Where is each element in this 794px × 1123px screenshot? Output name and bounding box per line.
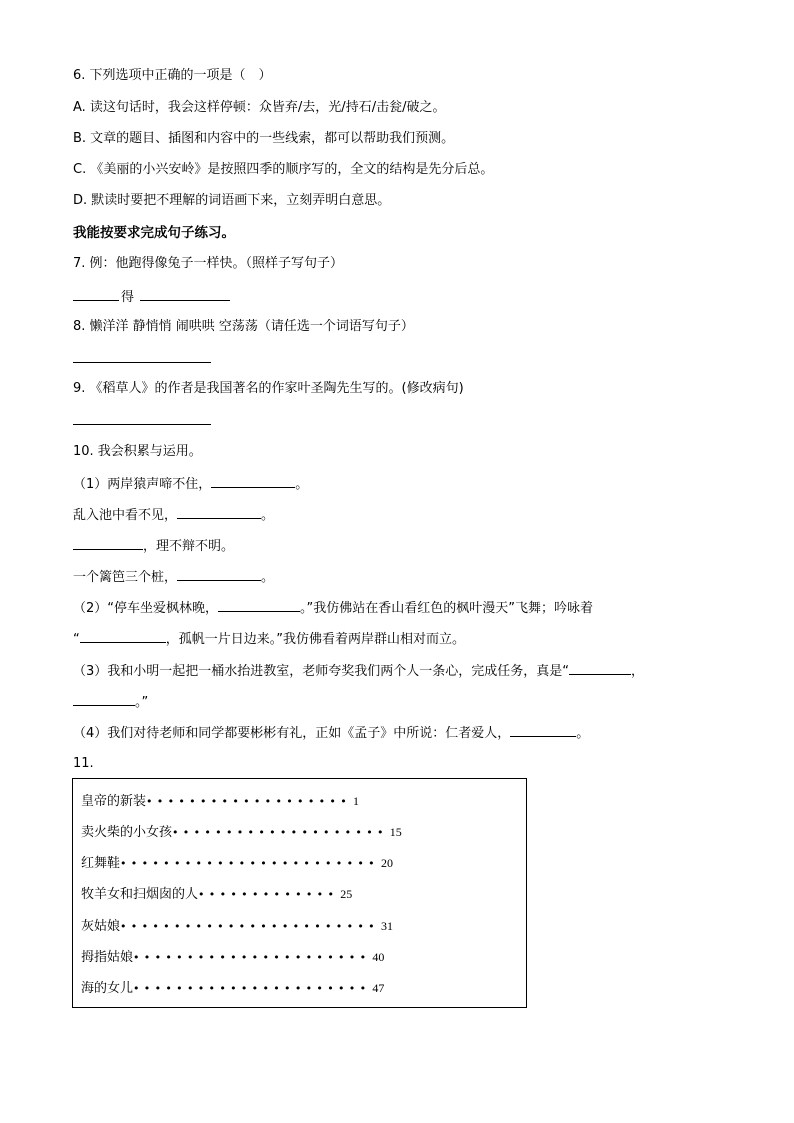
answer-blank[interactable] xyxy=(73,536,143,550)
text: 。 xyxy=(295,477,309,492)
text: （3）我和小明一起把一桶水抬进教室，老师夸奖我们两个人一条心，完成任务，真是“ xyxy=(73,664,570,679)
answer-blank[interactable] xyxy=(510,723,576,737)
toc-page-number: 25 xyxy=(340,887,353,901)
answer-blank[interactable] xyxy=(569,661,631,675)
answer-blank[interactable] xyxy=(177,505,261,519)
text: ，孤帆一片日边来。”我仿佛看着两岸群山相对而立。 xyxy=(165,632,465,647)
q10-stem: 10. 我会积累与运用。 xyxy=(73,444,202,459)
toc-page-number: 1 xyxy=(353,794,359,808)
q10-p2-line-b xyxy=(73,629,465,649)
q8-answer-line xyxy=(73,349,211,369)
toc-entry xyxy=(81,885,352,904)
q10-p1-line-c xyxy=(73,536,234,556)
answer-blank[interactable] xyxy=(140,287,230,301)
section-heading: 我能按要求完成句子练习。 xyxy=(73,225,235,241)
q7-mid-text: 得 xyxy=(121,290,135,305)
answer-blank[interactable] xyxy=(73,349,211,363)
toc-entry xyxy=(81,823,402,842)
toc-entry xyxy=(81,917,393,936)
answer-blank[interactable] xyxy=(211,474,295,488)
q7-stem: 7. 例：他跑得像兔子一样快。（照样子写句子） xyxy=(73,256,344,271)
q10-p1-line-d xyxy=(73,567,274,587)
table-of-contents xyxy=(72,778,527,1008)
text: ，理不辩不明。 xyxy=(143,539,235,554)
text: ， xyxy=(631,664,645,679)
toc-title: 卖火柴的小女孩 xyxy=(81,825,173,840)
q10-p1-line-a xyxy=(73,474,308,494)
q11-number: 11. xyxy=(73,756,94,771)
toc-leader-dots: ••••••••••••• xyxy=(198,888,339,901)
text: （4）我们对待老师和同学都要彬彬有礼，正如《孟子》中所说：仁者爱人， xyxy=(73,726,511,741)
text: （2）“停车坐爱枫林晚， xyxy=(73,601,219,616)
q6-option-c: C. 《美丽的小兴安岭》是按照四季的顺序写的，全文的结构是先分后总。 xyxy=(73,162,494,177)
q7-answer-line xyxy=(73,287,230,307)
toc-page-number: 47 xyxy=(372,981,385,995)
q6-option-d: D. 默读时要把不理解的词语画下来，立刻弄明白意思。 xyxy=(73,193,391,208)
toc-entry xyxy=(81,792,359,811)
toc-entry xyxy=(81,854,393,873)
toc-page-number: 20 xyxy=(380,856,393,870)
text: 。 xyxy=(261,570,275,585)
q6-option-b: B. 文章的题目、插图和内容中的一些线索，都可以帮助我们预测。 xyxy=(73,131,455,146)
toc-leader-dots: •••••••••••••••••••••• xyxy=(133,982,371,995)
text: 。” xyxy=(135,695,149,710)
answer-blank[interactable] xyxy=(80,629,166,643)
toc-title: 拇指姑娘 xyxy=(81,950,134,965)
toc-page-number: 31 xyxy=(380,919,393,933)
toc-leader-dots: •••••••••••••••••••••• xyxy=(133,951,371,964)
toc-title: 牧羊女和扫烟囱的人 xyxy=(81,887,199,902)
toc-leader-dots: ••••••••••••••••••• xyxy=(146,795,351,808)
answer-blank[interactable] xyxy=(73,287,119,301)
text: 一个篱笆三个桩， xyxy=(73,570,178,585)
toc-entry xyxy=(81,979,384,998)
q8-stem: 8. 懒洋洋 静悄悄 闹哄哄 空荡荡（请任选一个词语写句子） xyxy=(73,319,414,334)
q10-p1-line-b xyxy=(73,505,274,525)
q6-stem: 6. 下列选项中正确的一项是（ ） xyxy=(73,68,272,83)
answer-blank[interactable] xyxy=(218,598,300,612)
answer-blank[interactable] xyxy=(73,411,211,425)
text: （1）两岸猿声啼不住， xyxy=(73,477,212,492)
text: 。 xyxy=(576,726,590,741)
toc-title: 红舞鞋 xyxy=(81,856,121,871)
toc-page-number: 15 xyxy=(389,825,402,839)
text: 。 xyxy=(261,508,275,523)
toc-page-number: 40 xyxy=(372,950,385,964)
text: 。”我仿佛站在香山看红色的枫叶漫天”飞舞；吟咏着 xyxy=(300,601,593,616)
text: “ xyxy=(73,632,80,647)
toc-entry xyxy=(81,948,384,967)
toc-leader-dots: •••••••••••••••••••• xyxy=(172,826,388,839)
toc-title: 灰姑娘 xyxy=(81,919,121,934)
toc-title: 海的女儿 xyxy=(81,981,134,996)
toc-leader-dots: •••••••••••••••••••••••• xyxy=(120,857,379,870)
q6-option-a: A. 读这句话时，我会这样停顿：众皆弃/去，光/持石/击瓮/破之。 xyxy=(73,100,446,115)
q9-answer-line xyxy=(73,411,211,431)
answer-blank[interactable] xyxy=(73,692,135,706)
q10-p2-line-a xyxy=(73,598,593,618)
q10-p4-line xyxy=(73,723,589,743)
toc-title: 皇帝的新装 xyxy=(81,794,147,809)
text: 乱入池中看不见， xyxy=(73,508,178,523)
q10-p3-line-b xyxy=(73,692,148,712)
answer-blank[interactable] xyxy=(177,567,261,581)
toc-leader-dots: •••••••••••••••••••••••• xyxy=(120,920,379,933)
q9-stem: 9. 《稻草人》的作者是我国著名的作家叶圣陶先生写的。(修改病句) xyxy=(73,381,464,396)
q10-p3-line-a xyxy=(73,661,644,681)
